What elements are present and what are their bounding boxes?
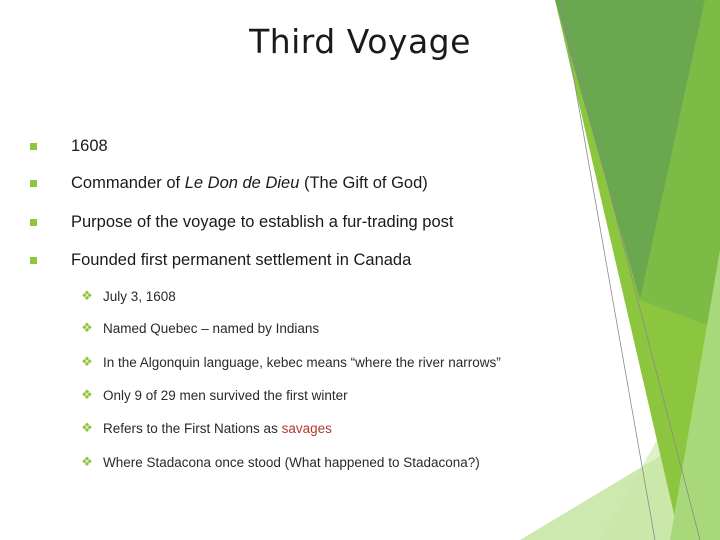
diamond-bullet-icon: ❖ — [81, 454, 93, 469]
diamond-bullet-icon: ❖ — [81, 288, 93, 303]
square-bullet-icon — [30, 257, 37, 264]
sub-bullet-text: Named Quebec – named by Indians — [103, 320, 320, 336]
square-bullet-icon — [30, 219, 37, 226]
bullet-text-pre: Commander of — [71, 174, 185, 192]
ship-name: Le Don de Dieu — [184, 174, 300, 192]
sub-bullet-text: In the Algonquin language, kebec means “where the river narrows” — [103, 354, 501, 370]
sub-bullet-text: Where Stadacona once stood (What happened to Stadacona?) — [103, 454, 480, 470]
sub-bullet-algonquin — [80, 354, 501, 370]
diamond-bullet-icon: ❖ — [81, 320, 93, 335]
sub-bullet-first-nations — [80, 420, 332, 436]
bullet-text — [71, 174, 428, 193]
bullet-text: 1608 — [71, 137, 108, 155]
sub-bullet-text — [103, 421, 332, 436]
diamond-bullet-icon: ❖ — [81, 354, 93, 369]
square-bullet-icon — [30, 180, 37, 187]
bullet-text: Founded first permanent settlement in Canada — [71, 251, 412, 269]
diamond-bullet-icon: ❖ — [81, 387, 93, 402]
sub-bullet-named — [80, 320, 319, 336]
bullet-purpose — [30, 213, 453, 232]
bullet-text-post: (The Gift of God) — [299, 174, 428, 192]
highlighted-word: savages — [281, 420, 332, 436]
diamond-bullet-icon: ❖ — [81, 420, 93, 435]
slide-title: Third Voyage — [249, 22, 471, 61]
sub-bullet-winter — [80, 387, 348, 403]
sub-bullet-text-pre: Refers to the First Nations as — [103, 420, 282, 436]
square-bullet-icon — [30, 143, 37, 150]
bullet-founded — [30, 251, 411, 270]
bullet-year — [30, 137, 108, 156]
sub-bullet-text: July 3, 1608 — [103, 288, 176, 304]
sub-bullet-text: Only 9 of 29 men survived the first winter — [103, 387, 348, 403]
sub-bullet-stadacona — [80, 454, 480, 470]
bullet-text: Purpose of the voyage to establish a fur-trading post — [71, 213, 454, 231]
bullet-commander — [30, 174, 428, 193]
sub-bullet-date — [80, 288, 176, 304]
